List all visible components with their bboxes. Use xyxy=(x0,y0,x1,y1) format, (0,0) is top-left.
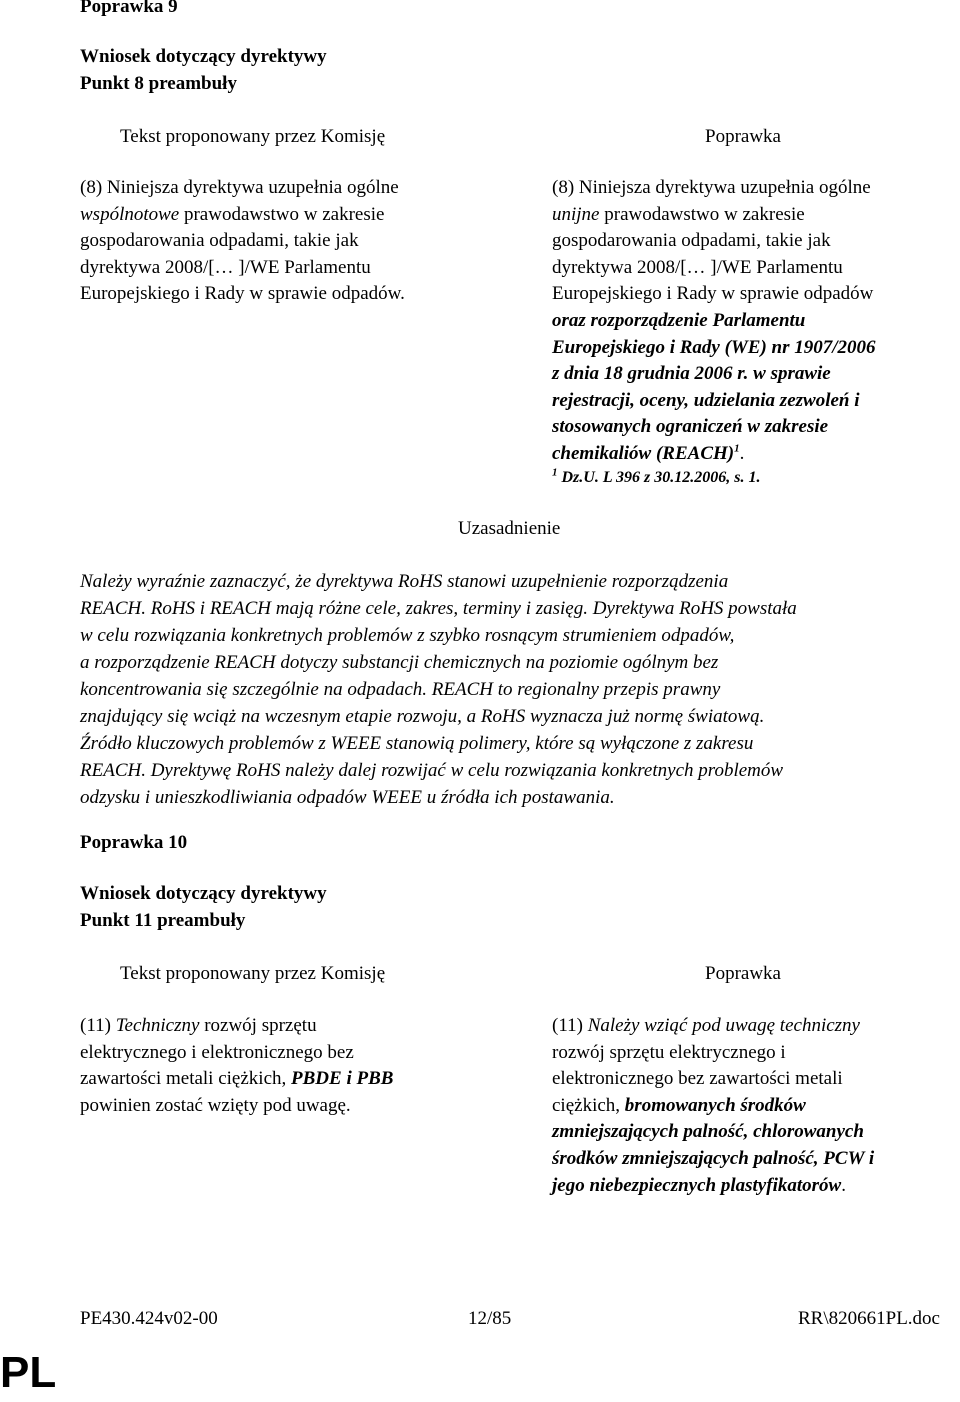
amendment-9-amended-text: (8) Niniejsza dyrektywa uzupełnia ogólne unijne prawodawstwo w zakresie gospodarowania odpadami, takie jak dyrektywa 2008/[… ]/WE Parlamentu Europejskiego i Rady w sprawie odpadów oraz rozporządzenie Parlamentu Europejskiego i Rady (WE) nr 1907/2006 z dnia 18 grudnia 2006 r. w sprawie rejestracji, oceny, udzielania zezwoleń i stosowanych ograniczeń w zakresie chemikaliów (REACH)$^1$. $^1$ Dz.U. L 396 z 30.12.2006, s. 1. xyxy=(552,175,957,488)
footer-reference: PE430.424v02-00 xyxy=(80,1308,218,1329)
amendment-10-target: Punkt 11 preambuły xyxy=(80,910,246,931)
footer-document-name: RR\820661PL.doc xyxy=(798,1308,940,1329)
amendment-9-left-header: Tekst proponowany przez Komisję xyxy=(120,126,386,147)
amendment-9-proposal: Wniosek dotyczący dyrektywy xyxy=(80,46,327,67)
amendment-9-target: Punkt 8 preambuły xyxy=(80,73,237,94)
amendment-10-proposal: Wniosek dotyczący dyrektywy xyxy=(80,883,327,904)
amendment-10-left-header: Tekst proponowany przez Komisję xyxy=(120,963,386,984)
amendment-9-commission-text: (8) Niniejsza dyrektywa uzupełnia ogólne wspólnotowe prawodawstwo w zakresie gospodarowania odpadami, takie jak dyrektywa 2008/[… ]/WE Parlamentu Europejskiego i Rady w sprawie odpadów. xyxy=(80,177,405,305)
amendment-10-amended-text: (11) Należy wziąć pod uwagę techniczny rozwój sprzętu elektrycznego i elektronicznego bez zawartości metali ciężkich, bromowanych środków zmniejszających palność, chlorowanych środków zmniejszających palność, PCW i jego niebezpiecznych plastyfikatorów. xyxy=(552,1015,875,1196)
footnote: $^1$ Dz.U. L 396 z 30.12.2006, s. 1. xyxy=(552,466,761,486)
language-code: PL xyxy=(0,1348,57,1397)
amendment-9-right-header: Poprawka xyxy=(705,126,781,147)
amendment-10-title: Poprawka 10 xyxy=(80,832,188,853)
amendment-10-commission-text: (11) Techniczny rozwój sprzętu elektrycznego i elektronicznego bez zawartości metali ciężkich, PBDE i PBB powinien zostać wzięty pod uwagę. xyxy=(80,1015,394,1116)
amendment-9-title: Poprawka 9 xyxy=(80,0,178,17)
justification-text: Należy wyraźnie zaznaczyć, że dyrektywa RoHS stanowi uzupełnienie rozporządzenia REACH. RoHS i REACH mają różne cele, zakres, terminy i zasięg. Dyrektywa RoHS powstała w celu rozwiązania konkretnych problemów z szybko rosnącym strumieniem odpadów, a rozporządzenie REACH dotyczy substancji chemicznych na poziomie ogólnym bez koncentrowania się szczególnie na odpadach. REACH to regionalny przepis prawny znajdujący się wciąż na wczesnym etapie rozwoju, a RoHS wyznacza już normę światową. Źródło kluczowych problemów z WEEE stanowią polimery, które są wyłączone z zakresu REACH. Dyrektywę RoHS należy dalej rozwijać w celu rozwiązania konkretnych problemów odzysku i unieszkodliwiania odpadów WEEE u źródła ich postawania. xyxy=(80,571,797,808)
footer-page-number: 12/85 xyxy=(468,1308,512,1329)
justification-header: Uzasadnienie xyxy=(458,518,561,539)
amendment-10-right-header: Poprawka xyxy=(705,963,781,984)
